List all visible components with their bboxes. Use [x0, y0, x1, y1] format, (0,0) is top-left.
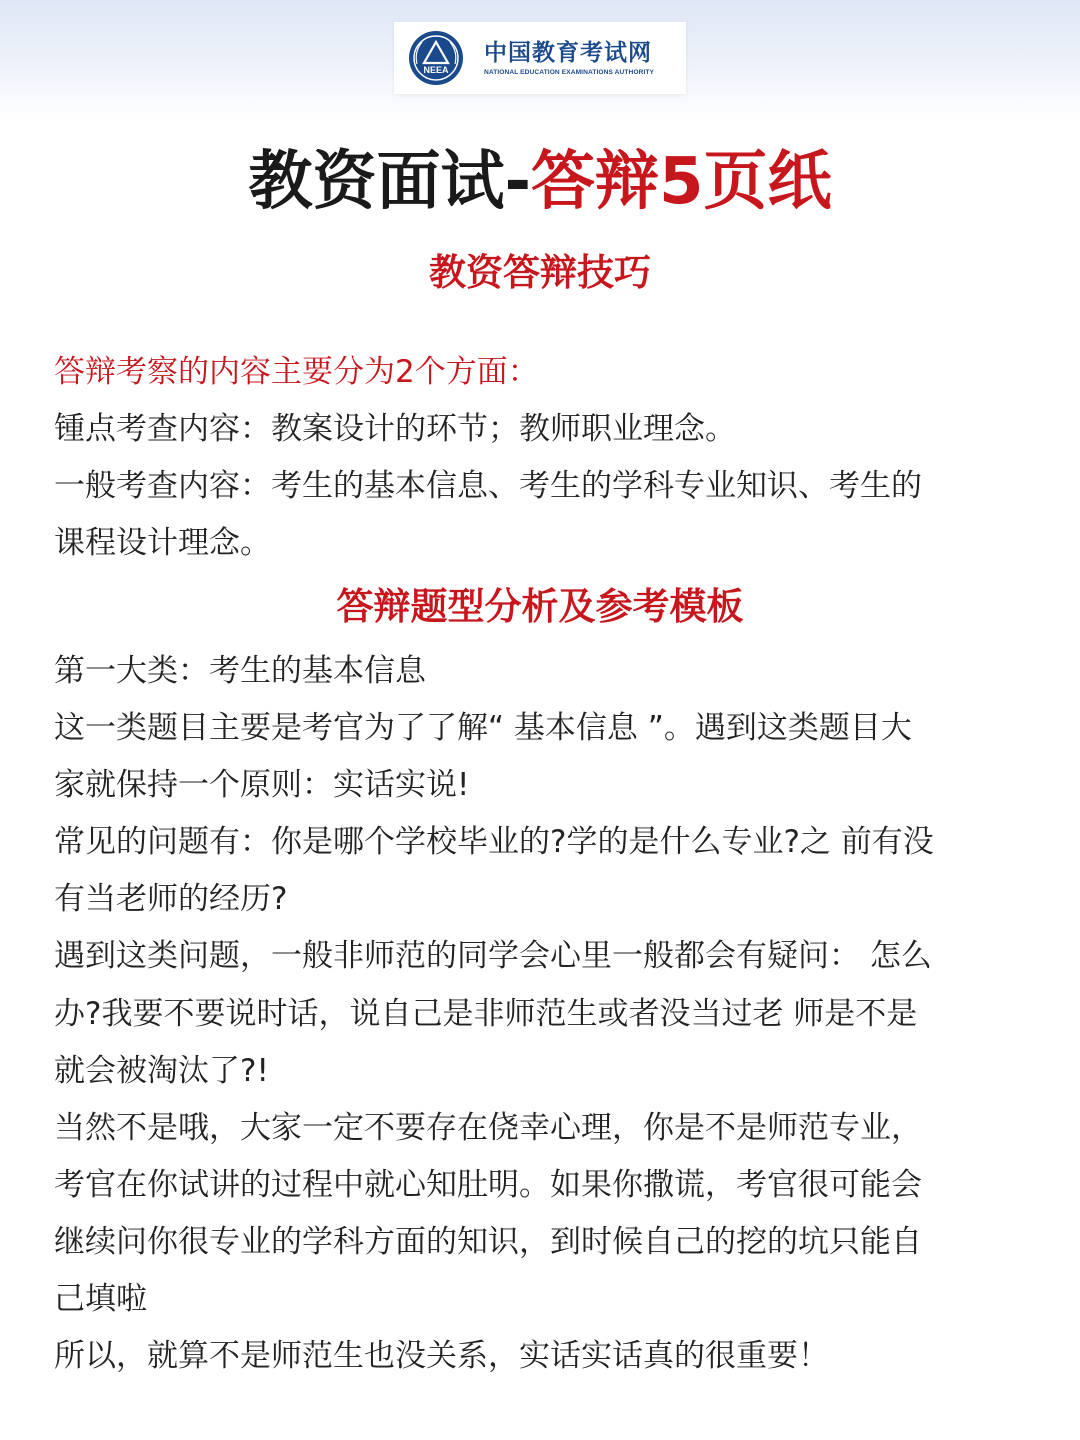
- text-line: 就会被淘汰了?!: [54, 1052, 269, 1089]
- text-line: 家就保持一个原则：实话实说!: [54, 767, 470, 804]
- text-line: 锺点考查内容：教案设计的环节；教师职业理念。: [54, 411, 736, 448]
- page-title-part-2: 答辩5页纸: [531, 145, 832, 219]
- logo-name-cn: 中国教育考试网: [484, 40, 652, 66]
- section-heading-tips: 教资答辩技巧: [429, 251, 651, 294]
- text-line: 有当老师的经历?: [54, 881, 288, 918]
- text-line: 继续问你很专业的学科方面的知识，到时候自己的挖的坑只能自: [54, 1223, 922, 1260]
- text-line: 所以，就算不是师范生也没关系，实话实话真的很重要！: [54, 1338, 829, 1375]
- site-logo[interactable]: [394, 22, 686, 94]
- page-title-part-1: 教资面试-: [248, 145, 532, 219]
- neea-emblem-icon: [408, 30, 464, 86]
- text-line: 这一类题目主要是考官为了了解“ 基本信息 ”。遇到这类题目大: [54, 710, 912, 747]
- text-line: 己填啦: [54, 1281, 147, 1318]
- text-line: 当然不是哦，大家一定不要存在侥幸心理，你是不是师范专业，: [54, 1109, 922, 1146]
- logo-name-en: NATIONAL EDUCATION EXAMINATIONS AUTHORITY: [484, 69, 655, 76]
- text-line: 第一大类：考生的基本信息: [54, 653, 426, 689]
- logo-text: [484, 40, 680, 77]
- text-line: 答辩考察的内容主要分为2个方面：: [54, 354, 539, 390]
- section-tips-body: [54, 344, 1044, 572]
- text-line: 办?我要不要说时话，说自己是非师范生或者没当过老 师是不是: [54, 995, 918, 1032]
- emblem-text: NEEA: [423, 65, 449, 75]
- text-line: 课程设计理念。: [54, 525, 271, 562]
- text-line: 一般考查内容：考生的基本信息、考生的学科专业知识、考生的: [54, 468, 922, 505]
- text-line: 遇到这类问题，一般非师范的同学会心里一般都会有疑问： 怎么: [54, 938, 932, 975]
- section-heading-analysis: 答辩题型分析及参考模板: [336, 585, 744, 628]
- page-title: [0, 140, 1080, 224]
- text-line: 考官在你试讲的过程中就心知肚明。如果你撒谎，考官很可能会: [54, 1166, 922, 1203]
- text-line: 常见的问题有：你是哪个学校毕业的?学的是什么专业?之 前有没: [54, 824, 934, 861]
- section-analysis-body: [54, 643, 1044, 1385]
